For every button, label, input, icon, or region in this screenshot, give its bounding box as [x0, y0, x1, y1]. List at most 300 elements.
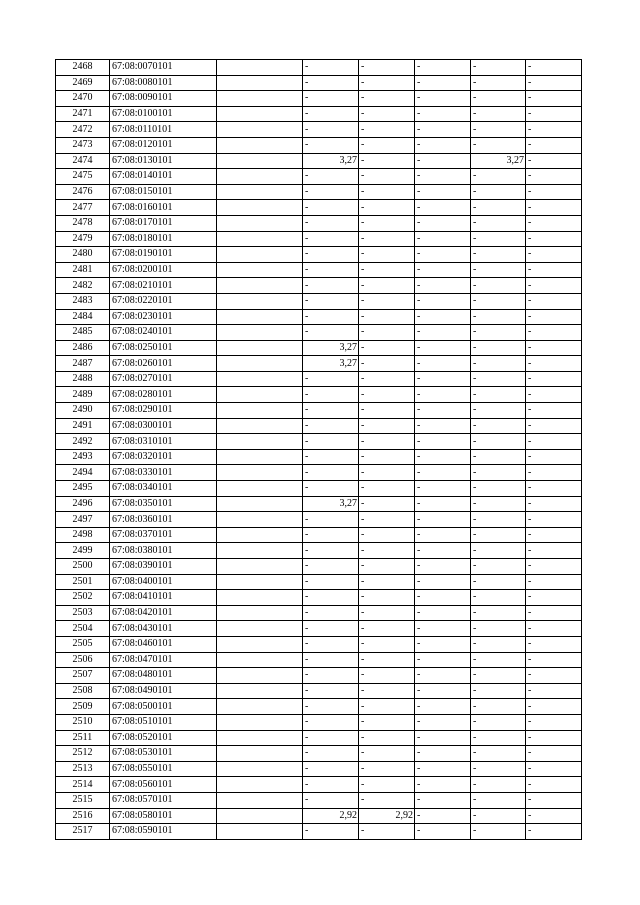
value-cell-3: -	[415, 325, 471, 341]
cadastral-code-cell: 67:08:0290101	[110, 403, 217, 419]
value-cell-4: -	[471, 387, 526, 403]
value-cell-3: -	[415, 683, 471, 699]
row-number-cell: 2500	[56, 559, 110, 575]
value-cell-1: -	[303, 574, 359, 590]
value-cell-5: -	[526, 340, 582, 356]
value-cell-1: -	[303, 325, 359, 341]
value-cell-5: -	[526, 215, 582, 231]
value-cell-3: -	[415, 481, 471, 497]
value-cell-3: -	[415, 496, 471, 512]
row-number-cell: 2486	[56, 340, 110, 356]
row-number-cell: 2476	[56, 184, 110, 200]
value-cell-2: -	[359, 169, 415, 185]
value-cell-1: -	[303, 231, 359, 247]
value-cell-5: -	[526, 60, 582, 76]
value-cell-2: -	[359, 434, 415, 450]
value-cell-3: -	[415, 403, 471, 419]
value-cell-1: -	[303, 699, 359, 715]
value-cell-5: -	[526, 777, 582, 793]
cadastral-code-cell: 67:08:0410101	[110, 590, 217, 606]
empty-cell	[217, 621, 303, 637]
value-cell-3: -	[415, 356, 471, 372]
row-number-cell: 2477	[56, 200, 110, 216]
value-cell-3: -	[415, 153, 471, 169]
value-cell-4: -	[471, 91, 526, 107]
empty-cell	[217, 824, 303, 840]
table-row	[56, 418, 582, 434]
empty-cell	[217, 730, 303, 746]
table-row	[56, 496, 582, 512]
value-cell-1: -	[303, 668, 359, 684]
value-cell-1: -	[303, 761, 359, 777]
value-cell-5: -	[526, 449, 582, 465]
value-cell-3: -	[415, 512, 471, 528]
value-cell-3: -	[415, 231, 471, 247]
cadastral-code-cell: 67:08:0580101	[110, 808, 217, 824]
value-cell-3: -	[415, 434, 471, 450]
value-cell-5: -	[526, 699, 582, 715]
cadastral-code-cell: 67:08:0430101	[110, 621, 217, 637]
value-cell-2: -	[359, 122, 415, 138]
value-cell-5: -	[526, 714, 582, 730]
value-cell-2: -	[359, 636, 415, 652]
cadastral-code-cell: 67:08:0370101	[110, 527, 217, 543]
value-cell-3: -	[415, 714, 471, 730]
value-cell-5: -	[526, 184, 582, 200]
value-cell-4: -	[471, 231, 526, 247]
cadastral-code-cell: 67:08:0240101	[110, 325, 217, 341]
empty-cell	[217, 262, 303, 278]
cadastral-code-cell: 67:08:0260101	[110, 356, 217, 372]
value-cell-3: -	[415, 465, 471, 481]
value-cell-3: -	[415, 137, 471, 153]
cadastral-code-cell: 67:08:0340101	[110, 481, 217, 497]
value-cell-1: -	[303, 465, 359, 481]
value-cell-5: -	[526, 512, 582, 528]
empty-cell	[217, 683, 303, 699]
row-number-cell: 2505	[56, 636, 110, 652]
value-cell-5: -	[526, 262, 582, 278]
value-cell-4: -	[471, 730, 526, 746]
row-number-cell: 2517	[56, 824, 110, 840]
value-cell-5: -	[526, 559, 582, 575]
empty-cell	[217, 652, 303, 668]
value-cell-3: -	[415, 824, 471, 840]
cadastral-code-cell: 67:08:0460101	[110, 636, 217, 652]
value-cell-1: -	[303, 746, 359, 762]
row-number-cell: 2488	[56, 371, 110, 387]
empty-cell	[217, 215, 303, 231]
value-cell-4: -	[471, 636, 526, 652]
value-cell-3: -	[415, 371, 471, 387]
value-cell-1: -	[303, 60, 359, 76]
value-cell-1: -	[303, 403, 359, 419]
value-cell-2: -	[359, 590, 415, 606]
value-cell-4: -	[471, 496, 526, 512]
value-cell-3: -	[415, 777, 471, 793]
cadastral-code-cell: 67:08:0190101	[110, 247, 217, 263]
cadastral-code-cell: 67:08:0510101	[110, 714, 217, 730]
empty-cell	[217, 325, 303, 341]
value-cell-4: -	[471, 371, 526, 387]
value-cell-1: -	[303, 309, 359, 325]
cadastral-code-cell: 67:08:0200101	[110, 262, 217, 278]
cadastral-code-cell: 67:08:0400101	[110, 574, 217, 590]
value-cell-4: -	[471, 746, 526, 762]
value-cell-5: -	[526, 137, 582, 153]
value-cell-1: -	[303, 449, 359, 465]
value-cell-5: -	[526, 75, 582, 91]
value-cell-3: -	[415, 169, 471, 185]
empty-cell	[217, 231, 303, 247]
value-cell-3: -	[415, 247, 471, 263]
table-row	[56, 169, 582, 185]
row-number-cell: 2493	[56, 449, 110, 465]
value-cell-1: 2,92	[303, 808, 359, 824]
value-cell-2: -	[359, 668, 415, 684]
value-cell-2: -	[359, 215, 415, 231]
cadastral-code-cell: 67:08:0500101	[110, 699, 217, 715]
value-cell-5: -	[526, 231, 582, 247]
cadastral-code-cell: 67:08:0320101	[110, 449, 217, 465]
value-cell-3: -	[415, 122, 471, 138]
value-cell-5: -	[526, 356, 582, 372]
cadastral-code-cell: 67:08:0560101	[110, 777, 217, 793]
table-row	[56, 621, 582, 637]
cadastral-code-cell: 67:08:0590101	[110, 824, 217, 840]
table-row	[56, 824, 582, 840]
row-number-cell: 2513	[56, 761, 110, 777]
empty-cell	[217, 278, 303, 294]
value-cell-5: -	[526, 325, 582, 341]
empty-cell	[217, 605, 303, 621]
value-cell-1: 3,27	[303, 153, 359, 169]
value-cell-3: -	[415, 200, 471, 216]
value-cell-3: -	[415, 387, 471, 403]
cadastral-code-cell: 67:08:0270101	[110, 371, 217, 387]
table-row	[56, 137, 582, 153]
row-number-cell: 2491	[56, 418, 110, 434]
cadastral-code-cell: 67:08:0250101	[110, 340, 217, 356]
value-cell-1: -	[303, 418, 359, 434]
value-cell-2: -	[359, 387, 415, 403]
row-number-cell: 2485	[56, 325, 110, 341]
value-cell-2: -	[359, 559, 415, 575]
value-cell-5: -	[526, 792, 582, 808]
value-cell-5: -	[526, 808, 582, 824]
empty-cell	[217, 559, 303, 575]
empty-cell	[217, 777, 303, 793]
empty-cell	[217, 808, 303, 824]
value-cell-1: -	[303, 636, 359, 652]
row-number-cell: 2469	[56, 75, 110, 91]
table-row	[56, 106, 582, 122]
table-row	[56, 527, 582, 543]
value-cell-5: -	[526, 621, 582, 637]
value-cell-1: -	[303, 652, 359, 668]
value-cell-2: -	[359, 262, 415, 278]
cadastral-code-cell: 67:08:0130101	[110, 153, 217, 169]
value-cell-1: -	[303, 137, 359, 153]
value-cell-2: -	[359, 293, 415, 309]
value-cell-4: -	[471, 340, 526, 356]
empty-cell	[217, 792, 303, 808]
value-cell-2: -	[359, 200, 415, 216]
table-row	[56, 60, 582, 76]
value-cell-4: -	[471, 247, 526, 263]
value-cell-3: -	[415, 730, 471, 746]
cadastral-code-cell: 67:08:0280101	[110, 387, 217, 403]
value-cell-3: -	[415, 668, 471, 684]
cadastral-code-cell: 67:08:0480101	[110, 668, 217, 684]
value-cell-1: -	[303, 824, 359, 840]
empty-cell	[217, 137, 303, 153]
row-number-cell: 2470	[56, 91, 110, 107]
table-row	[56, 153, 582, 169]
table-row	[56, 200, 582, 216]
empty-cell	[217, 356, 303, 372]
value-cell-3: -	[415, 293, 471, 309]
empty-cell	[217, 512, 303, 528]
row-number-cell: 2478	[56, 215, 110, 231]
value-cell-4: -	[471, 418, 526, 434]
empty-cell	[217, 91, 303, 107]
table-row	[56, 231, 582, 247]
value-cell-2: -	[359, 75, 415, 91]
value-cell-4: -	[471, 792, 526, 808]
empty-cell	[217, 106, 303, 122]
row-number-cell: 2492	[56, 434, 110, 450]
value-cell-4: -	[471, 215, 526, 231]
value-cell-5: -	[526, 200, 582, 216]
value-cell-1: -	[303, 527, 359, 543]
value-cell-4: -	[471, 824, 526, 840]
value-cell-2: -	[359, 309, 415, 325]
value-cell-1: -	[303, 714, 359, 730]
value-cell-4: -	[471, 559, 526, 575]
value-cell-5: -	[526, 122, 582, 138]
value-cell-5: -	[526, 683, 582, 699]
row-number-cell: 2472	[56, 122, 110, 138]
value-cell-1: -	[303, 792, 359, 808]
value-cell-2: -	[359, 792, 415, 808]
value-cell-5: -	[526, 496, 582, 512]
value-cell-2: -	[359, 496, 415, 512]
value-cell-2: -	[359, 512, 415, 528]
table-row	[56, 683, 582, 699]
table-row	[56, 559, 582, 575]
table-row	[56, 481, 582, 497]
value-cell-4: -	[471, 527, 526, 543]
empty-cell	[217, 200, 303, 216]
table-row	[56, 91, 582, 107]
value-cell-4: -	[471, 652, 526, 668]
value-cell-3: -	[415, 262, 471, 278]
table-row	[56, 792, 582, 808]
empty-cell	[217, 293, 303, 309]
table-row	[56, 122, 582, 138]
empty-cell	[217, 403, 303, 419]
table-row	[56, 746, 582, 762]
registry-table-body	[56, 60, 582, 840]
value-cell-2: -	[359, 184, 415, 200]
cadastral-code-cell: 67:08:0100101	[110, 106, 217, 122]
value-cell-5: -	[526, 247, 582, 263]
value-cell-4: -	[471, 278, 526, 294]
value-cell-1: -	[303, 106, 359, 122]
value-cell-1: -	[303, 621, 359, 637]
value-cell-3: -	[415, 652, 471, 668]
table-row	[56, 808, 582, 824]
row-number-cell: 2480	[56, 247, 110, 263]
row-number-cell: 2475	[56, 169, 110, 185]
empty-cell	[217, 60, 303, 76]
table-row	[56, 293, 582, 309]
table-row	[56, 699, 582, 715]
empty-cell	[217, 340, 303, 356]
value-cell-2: -	[359, 356, 415, 372]
cadastral-code-cell: 67:08:0140101	[110, 169, 217, 185]
row-number-cell: 2479	[56, 231, 110, 247]
row-number-cell: 2498	[56, 527, 110, 543]
value-cell-4: -	[471, 449, 526, 465]
empty-cell	[217, 75, 303, 91]
value-cell-4: -	[471, 683, 526, 699]
value-cell-1: -	[303, 590, 359, 606]
value-cell-3: -	[415, 75, 471, 91]
value-cell-5: -	[526, 418, 582, 434]
value-cell-1: -	[303, 543, 359, 559]
empty-cell	[217, 169, 303, 185]
value-cell-2: -	[359, 605, 415, 621]
value-cell-1: -	[303, 184, 359, 200]
empty-cell	[217, 418, 303, 434]
empty-cell	[217, 481, 303, 497]
value-cell-5: -	[526, 824, 582, 840]
value-cell-4: -	[471, 574, 526, 590]
value-cell-5: -	[526, 543, 582, 559]
table-row	[56, 262, 582, 278]
row-number-cell: 2515	[56, 792, 110, 808]
empty-cell	[217, 543, 303, 559]
cadastral-code-cell: 67:08:0350101	[110, 496, 217, 512]
value-cell-3: -	[415, 636, 471, 652]
table-row	[56, 247, 582, 263]
row-number-cell: 2474	[56, 153, 110, 169]
value-cell-2: -	[359, 652, 415, 668]
empty-cell	[217, 449, 303, 465]
cadastral-code-cell: 67:08:0180101	[110, 231, 217, 247]
value-cell-2: -	[359, 153, 415, 169]
value-cell-4: -	[471, 512, 526, 528]
value-cell-2: -	[359, 543, 415, 559]
value-cell-2: -	[359, 465, 415, 481]
value-cell-3: -	[415, 106, 471, 122]
empty-cell	[217, 465, 303, 481]
row-number-cell: 2504	[56, 621, 110, 637]
value-cell-5: -	[526, 481, 582, 497]
value-cell-4: -	[471, 184, 526, 200]
row-number-cell: 2506	[56, 652, 110, 668]
value-cell-3: -	[415, 792, 471, 808]
row-number-cell: 2481	[56, 262, 110, 278]
value-cell-1: 3,27	[303, 496, 359, 512]
row-number-cell: 2499	[56, 543, 110, 559]
row-number-cell: 2501	[56, 574, 110, 590]
empty-cell	[217, 527, 303, 543]
value-cell-5: -	[526, 403, 582, 419]
cadastral-code-cell: 67:08:0300101	[110, 418, 217, 434]
value-cell-2: -	[359, 247, 415, 263]
value-cell-2: -	[359, 714, 415, 730]
row-number-cell: 2514	[56, 777, 110, 793]
value-cell-5: -	[526, 91, 582, 107]
table-row	[56, 309, 582, 325]
table-row	[56, 512, 582, 528]
table-row	[56, 574, 582, 590]
empty-cell	[217, 496, 303, 512]
value-cell-2: -	[359, 60, 415, 76]
value-cell-3: -	[415, 574, 471, 590]
value-cell-4: -	[471, 75, 526, 91]
empty-cell	[217, 746, 303, 762]
value-cell-5: -	[526, 153, 582, 169]
value-cell-5: -	[526, 652, 582, 668]
value-cell-4: -	[471, 808, 526, 824]
value-cell-4: -	[471, 761, 526, 777]
value-cell-3: -	[415, 543, 471, 559]
cadastral-code-cell: 67:08:0220101	[110, 293, 217, 309]
row-number-cell: 2508	[56, 683, 110, 699]
value-cell-3: -	[415, 418, 471, 434]
value-cell-2: -	[359, 481, 415, 497]
registry-table	[55, 59, 582, 840]
table-row	[56, 387, 582, 403]
value-cell-2: -	[359, 106, 415, 122]
value-cell-4: -	[471, 543, 526, 559]
empty-cell	[217, 714, 303, 730]
value-cell-3: -	[415, 309, 471, 325]
value-cell-1: -	[303, 215, 359, 231]
value-cell-3: -	[415, 215, 471, 231]
value-cell-2: -	[359, 730, 415, 746]
value-cell-4: -	[471, 122, 526, 138]
row-number-cell: 2468	[56, 60, 110, 76]
row-number-cell: 2503	[56, 605, 110, 621]
value-cell-3: -	[415, 527, 471, 543]
value-cell-1: -	[303, 777, 359, 793]
value-cell-1: -	[303, 481, 359, 497]
row-number-cell: 2497	[56, 512, 110, 528]
value-cell-2: -	[359, 340, 415, 356]
table-row	[56, 356, 582, 372]
row-number-cell: 2489	[56, 387, 110, 403]
row-number-cell: 2511	[56, 730, 110, 746]
value-cell-4: -	[471, 137, 526, 153]
cadastral-code-cell: 67:08:0230101	[110, 309, 217, 325]
value-cell-3: -	[415, 605, 471, 621]
value-cell-2: -	[359, 231, 415, 247]
value-cell-1: -	[303, 512, 359, 528]
row-number-cell: 2502	[56, 590, 110, 606]
value-cell-5: -	[526, 293, 582, 309]
value-cell-5: -	[526, 434, 582, 450]
row-number-cell: 2473	[56, 137, 110, 153]
value-cell-4: -	[471, 621, 526, 637]
row-number-cell: 2494	[56, 465, 110, 481]
value-cell-2: -	[359, 449, 415, 465]
empty-cell	[217, 636, 303, 652]
